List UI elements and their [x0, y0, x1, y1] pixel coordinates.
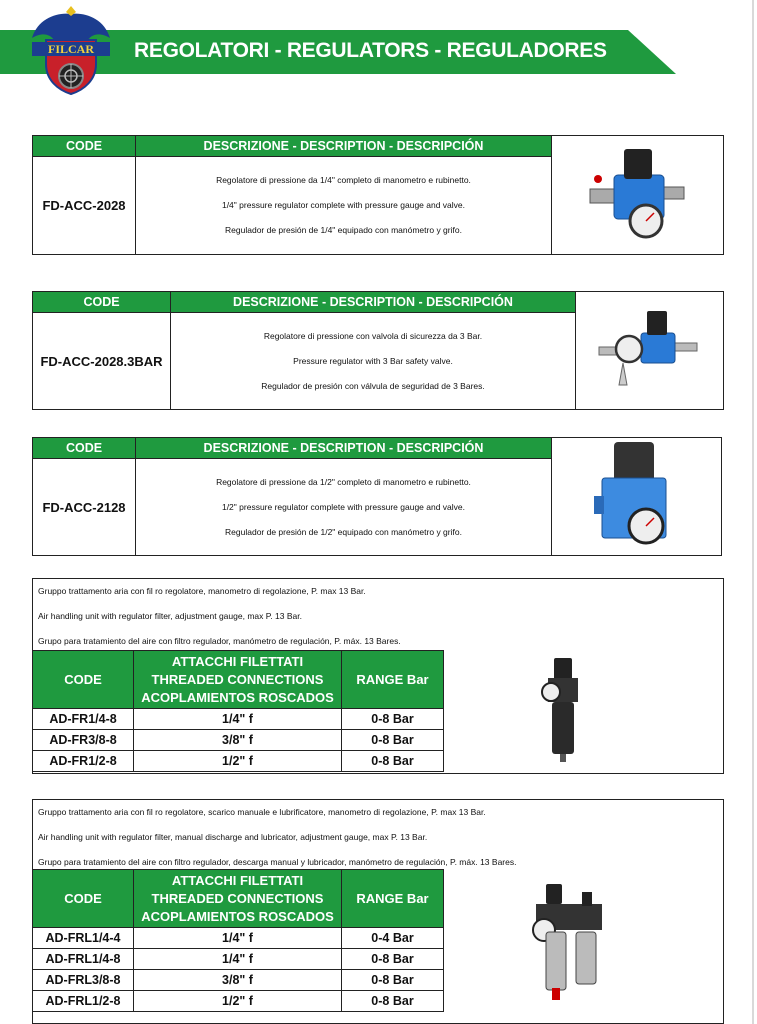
- description-it: Regolatore di pressione con valvola di sicurezza da 3 Bar.: [263, 330, 483, 341]
- page-title: REGOLATORI - REGULATORS - REGULADORES: [134, 39, 607, 62]
- row-thread: 3/8" f: [134, 730, 342, 751]
- row-code: AD-FR1/2-8: [33, 751, 134, 772]
- table-row: [33, 730, 444, 751]
- code-header: CODE: [33, 870, 134, 928]
- row-range: 0-8 Bar: [342, 991, 444, 1012]
- safety-valve-regulator-icon: [595, 303, 705, 393]
- group-text-es: Grupo para tratamiento del aire con filtro regulador, manómetro de regulación, P. máx. 13 Bares.: [38, 636, 401, 646]
- row-code: AD-FRL1/2-8: [33, 991, 134, 1012]
- group-text-it: Gruppo trattamento aria con fil ro regolatore, scarico manuale e lubrificatore, manometro di regolazione, P. max 13 Bar.: [38, 807, 486, 817]
- product-description: [171, 313, 576, 410]
- description-es: Regulador de presión con válvula de seguridad de 3 Bares.: [261, 380, 485, 391]
- product-code: FD-ACC-2028: [33, 157, 136, 255]
- description-en: 1/4" pressure regulator complete with pressure gauge and valve.: [221, 200, 466, 210]
- pressure-regulator-icon: [578, 143, 698, 243]
- filter-regulator-icon: [538, 656, 588, 764]
- row-range: 0-8 Bar: [342, 709, 444, 730]
- product-image-cell: [552, 438, 722, 556]
- product-table-2: [32, 291, 724, 410]
- description-header: DESCRIZIONE - DESCRIPTION - DESCRIPCIÓN: [171, 292, 576, 313]
- threaded-header: [134, 870, 342, 928]
- description-header: DESCRIZIONE - DESCRIPTION - DESCRIPCIÓN: [136, 438, 552, 459]
- table-row: [33, 949, 444, 970]
- threaded-label-en: THREADED CONNECTIONS: [151, 890, 324, 906]
- code-header: CODE: [33, 651, 134, 709]
- product-code: FD-ACC-2128: [33, 459, 136, 556]
- product-description: [136, 459, 552, 556]
- row-thread: 1/4" f: [134, 949, 342, 970]
- range-header: RANGE Bar: [342, 870, 444, 928]
- row-code: AD-FRL1/4-4: [33, 928, 134, 949]
- group-text-it: Gruppo trattamento aria con fil ro regolatore, manometro di regolazione, P. max 13 Bar.: [38, 586, 366, 596]
- row-code: AD-FRL3/8-8: [33, 970, 134, 991]
- group-table-2: [32, 869, 444, 1012]
- table-row: [33, 928, 444, 949]
- description-es: Regulador de presión de 1/2" equipado con manómetro y grifo.: [225, 526, 462, 537]
- description-es: Regulador de presión de 1/4" equipado con manómetro y grifo.: [225, 225, 462, 235]
- group-text-es: Grupo para tratamiento del aire con filtro regulador, descarga manual y lubricador, manómetro de regulación, P. máx. 13 Bares.: [38, 857, 517, 867]
- table-row: [33, 709, 444, 730]
- threaded-label-it: ATTACCHI FILETTATI: [171, 653, 304, 669]
- row-code: AD-FR1/4-8: [33, 709, 134, 730]
- product-table-1: [32, 135, 724, 255]
- logo-brand-text: FILCAR: [47, 42, 95, 56]
- range-header: RANGE Bar: [342, 651, 444, 709]
- row-thread: 3/8" f: [134, 970, 342, 991]
- product-image-cell: [552, 136, 724, 255]
- code-header: CODE: [33, 292, 171, 313]
- row-range: 0-8 Bar: [342, 751, 444, 772]
- row-code: AD-FRL1/4-8: [33, 949, 134, 970]
- code-header: CODE: [33, 136, 136, 157]
- table-row: [33, 970, 444, 991]
- half-inch-regulator-icon: [592, 438, 682, 550]
- product-table-3: [32, 437, 722, 556]
- product-image-cell: [576, 292, 724, 410]
- row-range: 0-8 Bar: [342, 970, 444, 991]
- row-range: 0-8 Bar: [342, 730, 444, 751]
- row-thread: 1/4" f: [134, 709, 342, 730]
- filcar-logo: [28, 4, 114, 96]
- row-thread: 1/4" f: [134, 928, 342, 949]
- group-text-en: Air handling unit with regulator filter, manual discharge and lubricator, adjustment gauge, max P. 13 Bar.: [38, 832, 428, 842]
- product-code: FD-ACC-2028.3BAR: [33, 313, 171, 410]
- threaded-label-es: ACOPLAMIENTOS ROSCADOS: [141, 689, 334, 705]
- row-thread: 1/2" f: [134, 751, 342, 772]
- table-row: [33, 751, 444, 772]
- row-thread: 1/2" f: [134, 991, 342, 1012]
- row-range: 0-4 Bar: [342, 928, 444, 949]
- threaded-header: [134, 651, 342, 709]
- threaded-label-es: ACOPLAMIENTOS ROSCADOS: [141, 908, 334, 924]
- threaded-label-en: THREADED CONNECTIONS: [151, 671, 324, 687]
- group-table-1: [32, 650, 444, 772]
- description-header: DESCRIZIONE - DESCRIPTION - DESCRIPCIÓN: [136, 136, 552, 157]
- product-description: [136, 157, 552, 255]
- description-it: Regolatore di pressione da 1/4" completo di manometro e rubinetto.: [216, 175, 471, 185]
- description-en: Pressure regulator with 3 Bar safety valve.: [293, 355, 453, 366]
- threaded-label-it: ATTACCHI FILETTATI: [171, 872, 304, 888]
- group-text-en: Air handling unit with regulator filter, adjustment gauge, max P. 13 Bar.: [38, 611, 302, 621]
- filter-regulator-lubricator-icon: [532, 882, 608, 1004]
- row-range: 0-8 Bar: [342, 949, 444, 970]
- description-it: Regolatore di pressione da 1/2" completo di manometro e rubinetto.: [216, 476, 471, 487]
- code-header: CODE: [33, 438, 136, 459]
- table-row: [33, 991, 444, 1012]
- description-en: 1/2" pressure regulator complete with pressure gauge and valve.: [221, 501, 466, 512]
- page-edge-line: [752, 0, 754, 1024]
- row-code: AD-FR3/8-8: [33, 730, 134, 751]
